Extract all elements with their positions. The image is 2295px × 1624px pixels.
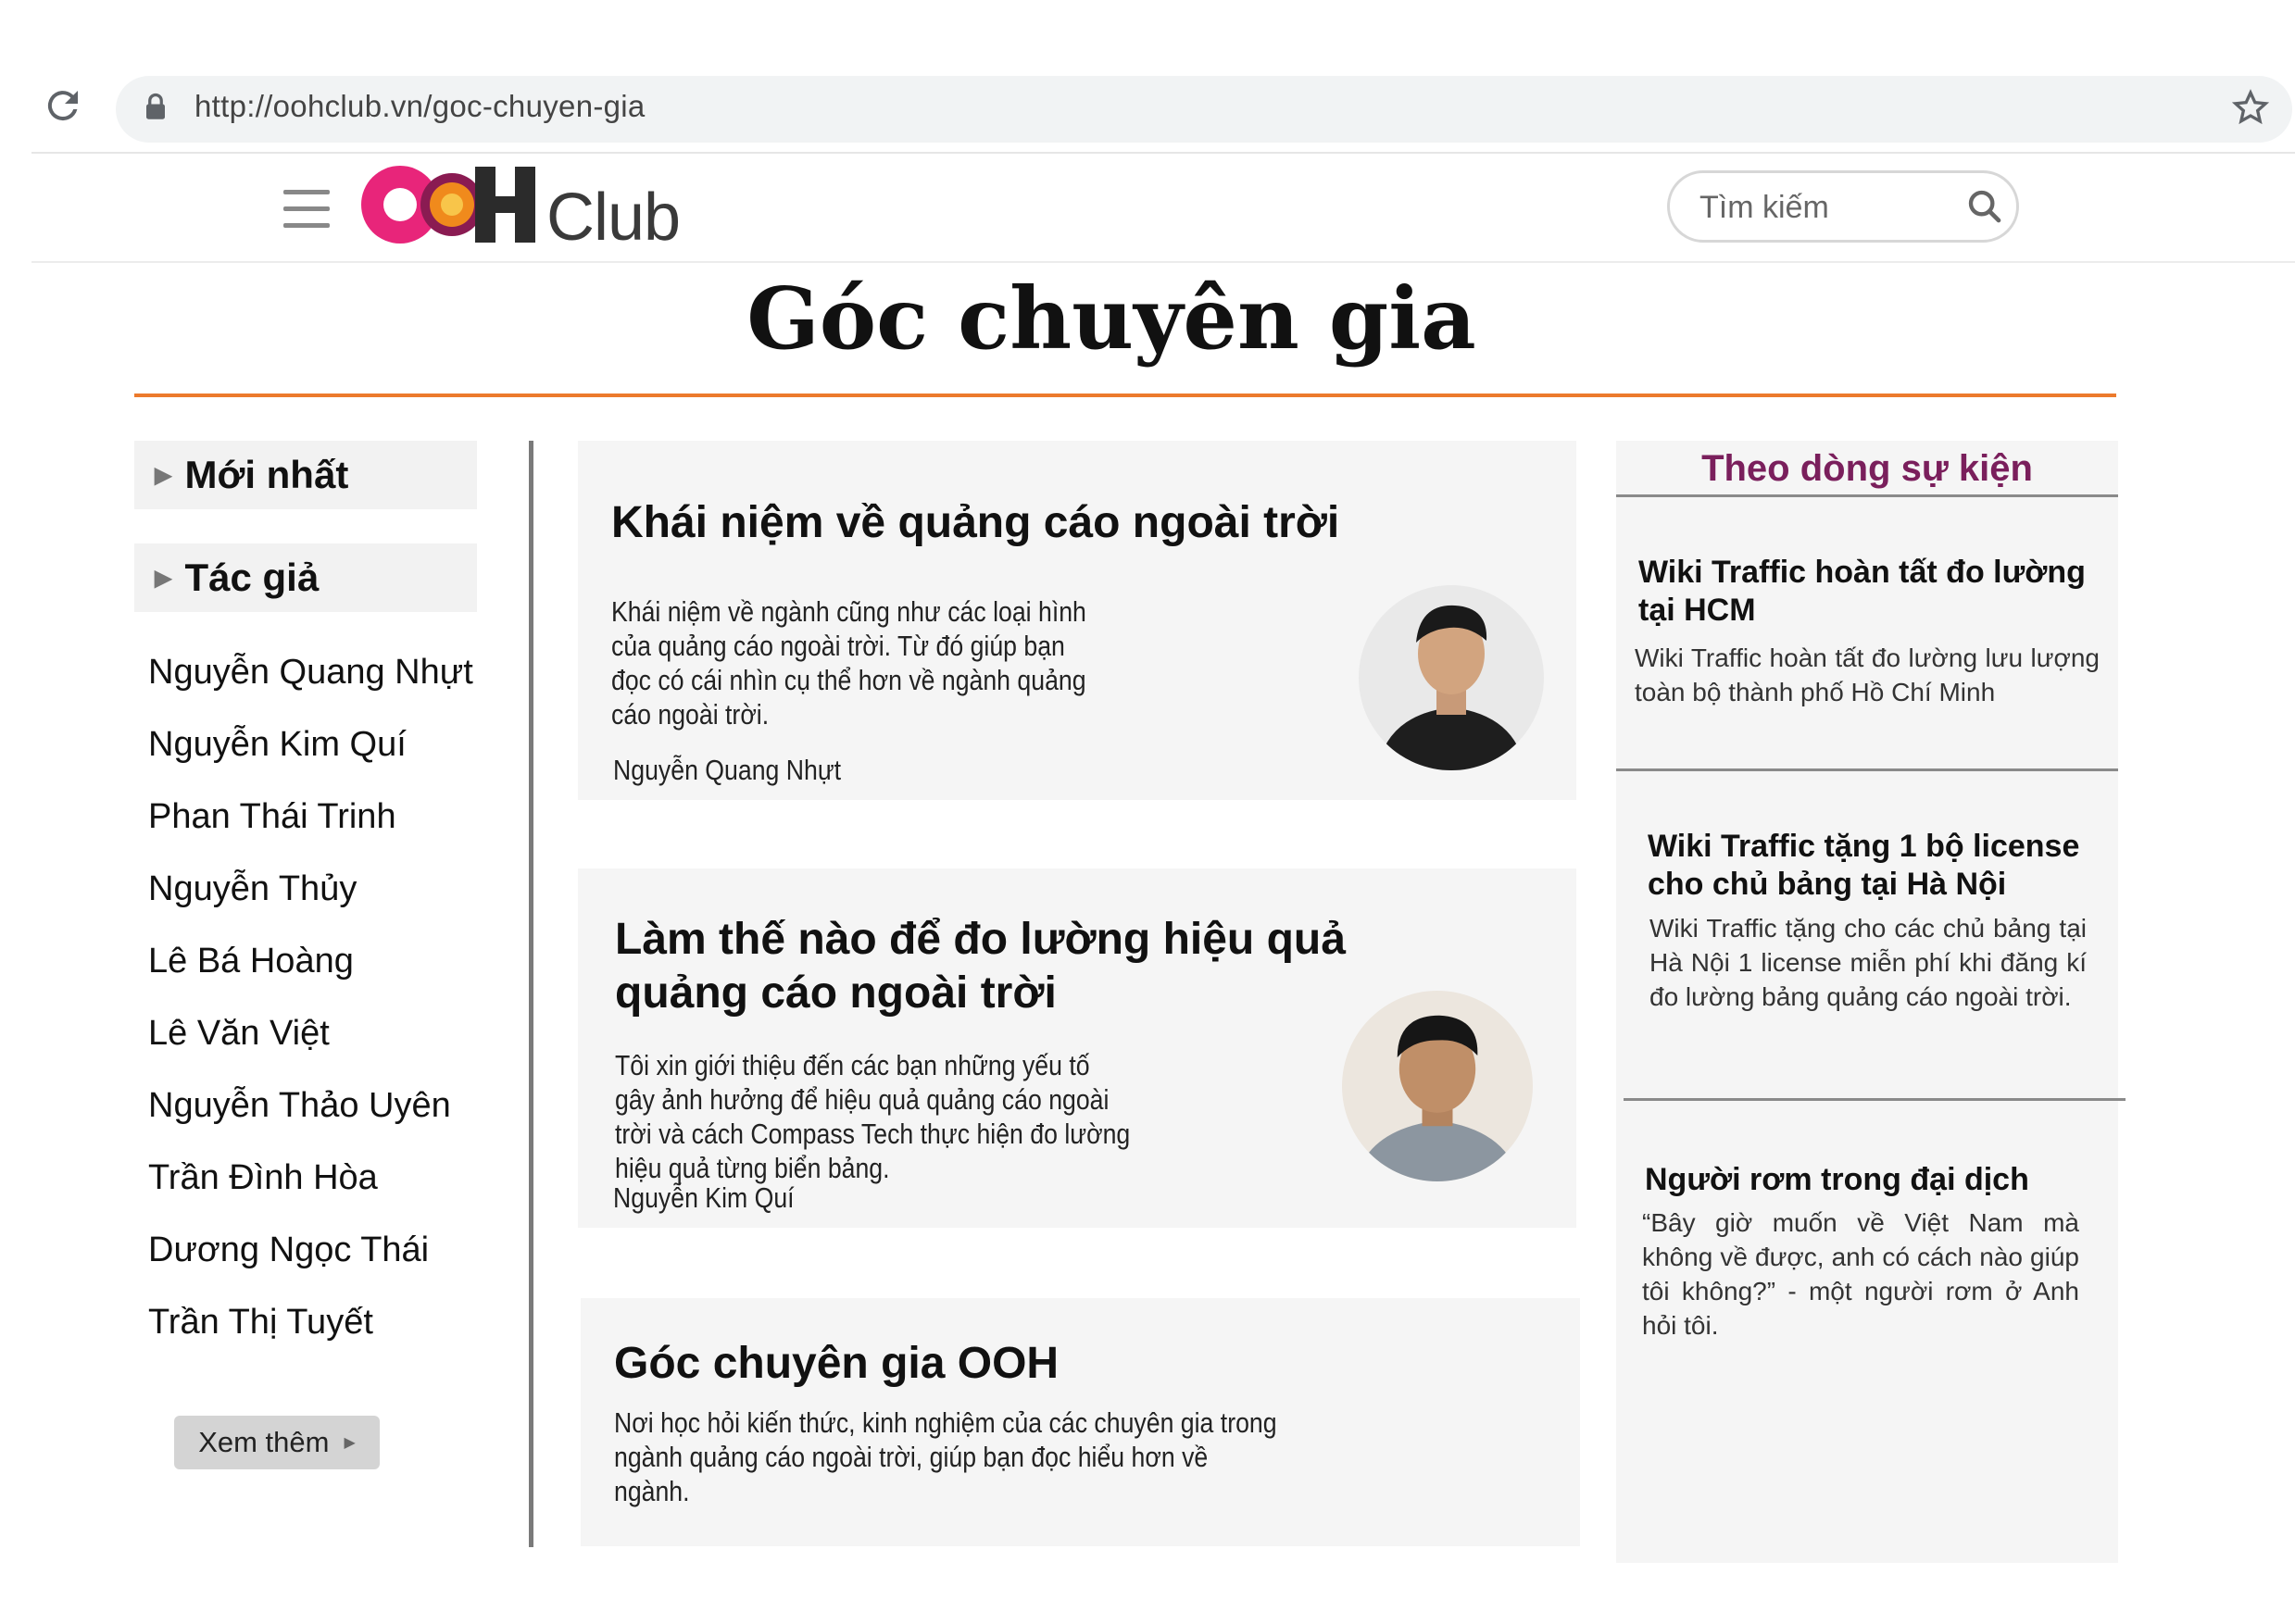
author-list bbox=[148, 644, 473, 1367]
url-text[interactable]: http://oohclub.vn/goc-chuyen-gia bbox=[194, 89, 646, 123]
author-link[interactable]: Nguyễn Thảo Uyên bbox=[148, 1086, 451, 1125]
title-underline bbox=[134, 394, 2116, 397]
article-card[interactable] bbox=[581, 1298, 1580, 1546]
page-title: Góc chuyên gia bbox=[746, 269, 1476, 369]
search-icon[interactable] bbox=[1966, 188, 2003, 225]
triangle-right-icon: ▶ bbox=[344, 1435, 356, 1451]
header-divider bbox=[31, 261, 2295, 263]
article-description: Nơi học hỏi kiến thức, kinh nghiệm của các chuyên gia trong ngành quảng cáo ngoài trời, giúp bạn đọc hiểu hơn về ngành. bbox=[614, 1406, 1277, 1507]
author-link[interactable]: Trần Đình Hòa bbox=[148, 1158, 378, 1197]
sidebar-newest[interactable] bbox=[134, 441, 477, 509]
search-box[interactable] bbox=[1667, 170, 2019, 243]
author-link[interactable]: Nguyễn Quang Nhựt bbox=[148, 653, 473, 692]
logo-club-text: Club bbox=[546, 181, 681, 255]
event-description: “Bây giờ muốn về Việt Nam mà không về được, anh có cách nào giúp tôi không?” - một người rơm ở Anh hỏi tôi. bbox=[1642, 1208, 2079, 1340]
author-link[interactable]: Phan Thái Trinh bbox=[148, 797, 396, 836]
author-avatar bbox=[1359, 585, 1544, 770]
event-title[interactable]: Wiki Traffic tặng 1 bộ license cho chủ bảng tại Hà Nội bbox=[1648, 829, 2080, 902]
event-title[interactable]: Wiki Traffic hoàn tất đo lường tại HCM bbox=[1638, 555, 2086, 628]
author-link[interactable]: Lê Bá Hoàng bbox=[148, 942, 354, 981]
browser-divider bbox=[31, 152, 2295, 154]
lock-icon bbox=[144, 93, 168, 120]
see-more-button[interactable] bbox=[174, 1416, 380, 1469]
hamburger-menu-icon[interactable] bbox=[283, 190, 330, 229]
article-title[interactable]: Góc chuyên gia OOH bbox=[614, 1339, 1060, 1388]
events-divider bbox=[1616, 494, 2118, 497]
event-description: Wiki Traffic tặng cho các chủ bảng tại Hà Nội 1 license miễn phí khi đăng kí đo lường bảng quảng cáo ngoài trời. bbox=[1649, 914, 2087, 1011]
author-avatar bbox=[1342, 991, 1533, 1181]
article-description: Tôi xin giới thiệu đến các bạn những yếu tố gây ảnh hưởng để hiệu quả quảng cáo ngoài trời và cách Compass Tech thực hiện đo lường hiệu quả từng biển bảng. bbox=[615, 1049, 1131, 1184]
article-card[interactable] bbox=[578, 868, 1576, 1228]
events-divider bbox=[1616, 768, 2118, 771]
article-title[interactable]: Làm thế nào để đo lường hiệu quả quảng cáo ngoài trời bbox=[615, 915, 1346, 1018]
author-link[interactable]: Trần Thị Tuyết bbox=[148, 1303, 373, 1342]
author-link[interactable]: Lê Văn Việt bbox=[148, 1014, 330, 1053]
events-divider bbox=[1624, 1098, 2126, 1101]
bookmark-star-icon[interactable] bbox=[2232, 89, 2269, 126]
see-more-label: Xem thêm bbox=[198, 1426, 330, 1458]
events-heading: Theo dòng sự kiện bbox=[1701, 448, 2033, 489]
article-title[interactable]: Khái niệm về quảng cáo ngoài trời bbox=[611, 498, 1340, 547]
search-input[interactable] bbox=[1698, 186, 1951, 229]
article-card[interactable] bbox=[578, 441, 1576, 800]
triangle-right-icon: ▶ bbox=[155, 462, 172, 488]
sidebar-authors-label: Tác giả bbox=[184, 556, 320, 599]
article-author[interactable]: Nguyễn Kim Quí bbox=[613, 1181, 795, 1214]
article-description: Khái niệm về ngành cũng như các loại hình của quảng cáo ngoài trời. Từ đó giúp bạn đọc có cái nhìn cụ thể hơn về ngành quảng cáo ngoài trời. bbox=[611, 595, 1086, 731]
sidebar-newest-label: Mới nhất bbox=[184, 453, 349, 496]
triangle-right-icon: ▶ bbox=[155, 565, 172, 591]
events-column bbox=[1616, 441, 2118, 1563]
sidebar-authors[interactable] bbox=[134, 543, 477, 612]
event-title[interactable]: Người rơm trong đại dịch bbox=[1645, 1162, 2029, 1197]
author-link[interactable]: Dương Ngọc Thái bbox=[148, 1230, 430, 1269]
event-description: Wiki Traffic hoàn tất đo lường lưu lượng toàn bộ thành phố Hồ Chí Minh bbox=[1635, 643, 2100, 706]
sidebar-divider bbox=[529, 441, 533, 1547]
reload-icon[interactable] bbox=[41, 83, 85, 128]
author-link[interactable]: Nguyễn Kim Quí bbox=[148, 725, 407, 764]
article-author[interactable]: Nguyễn Quang Nhựt bbox=[613, 754, 842, 786]
author-link[interactable]: Nguyễn Thủy bbox=[148, 869, 357, 908]
